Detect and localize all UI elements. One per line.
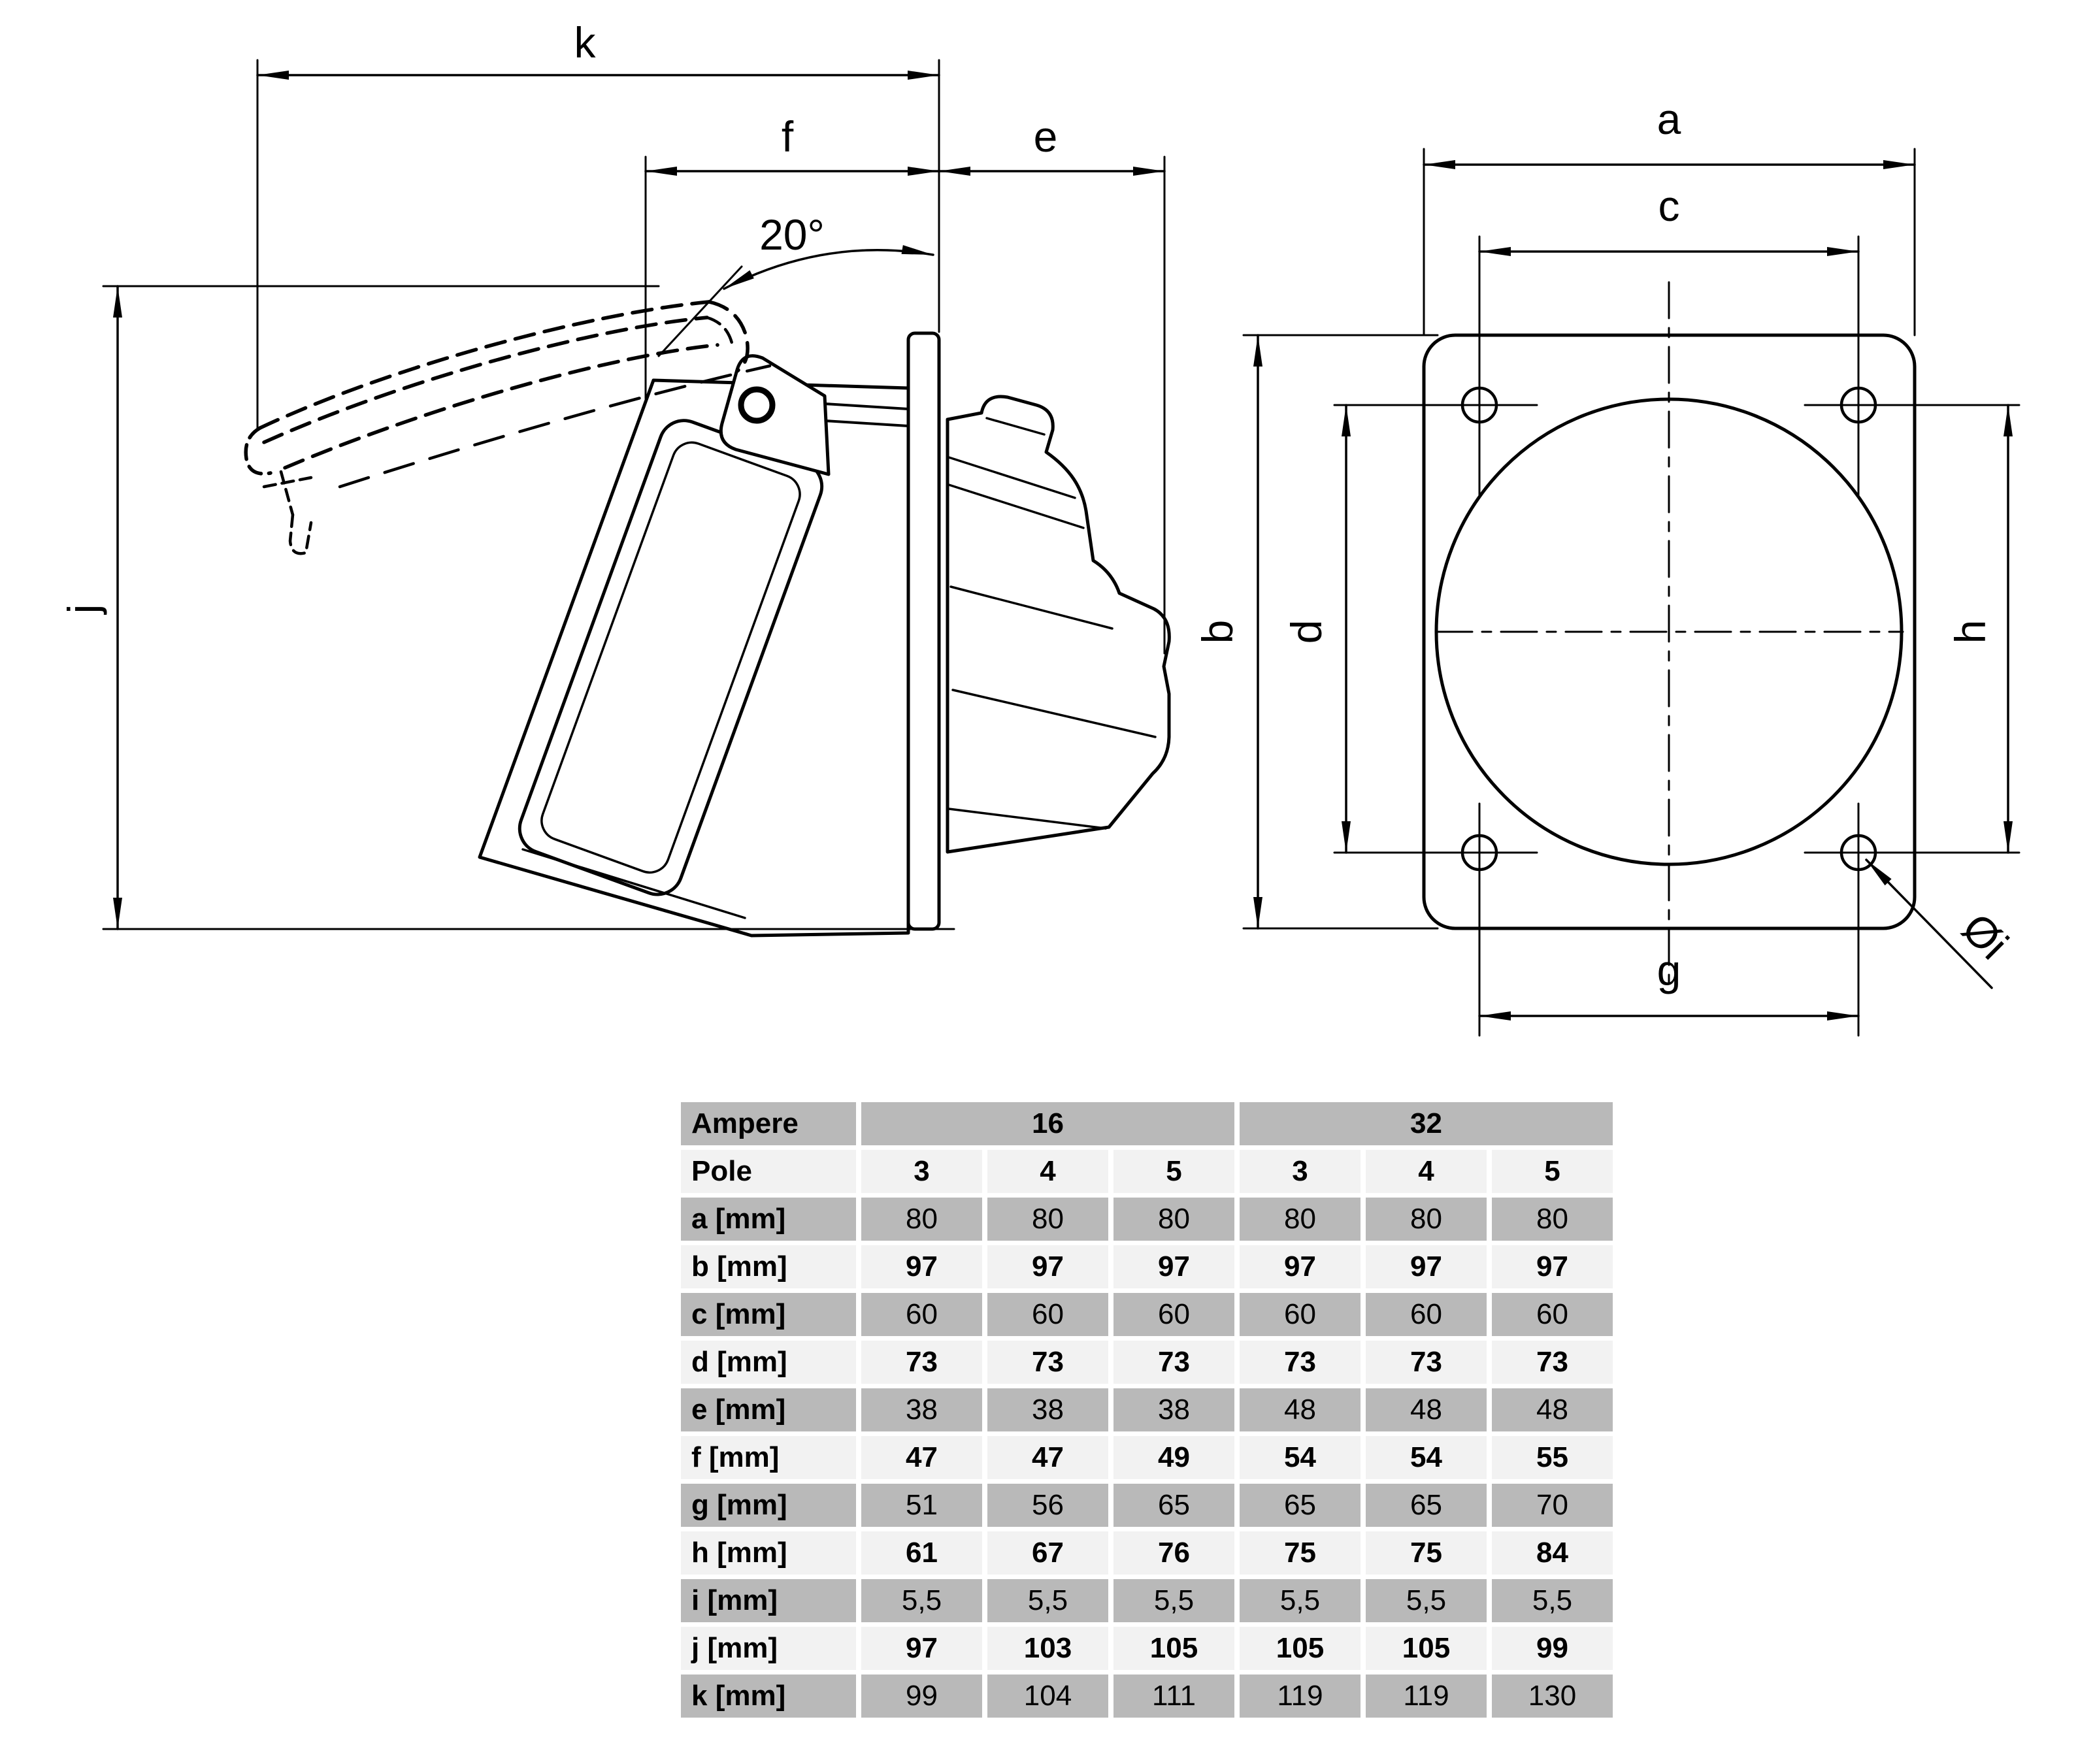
pole-value-cell: 4 xyxy=(1366,1150,1487,1193)
dimension-value-cell: 38 xyxy=(987,1388,1108,1431)
dimension-value-cell: 97 xyxy=(1240,1245,1361,1288)
dimension-label-h: h xyxy=(1946,619,1994,644)
dimension-value-cell: 80 xyxy=(1113,1198,1234,1241)
row-label: g [mm] xyxy=(681,1484,856,1527)
row-label: e [mm] xyxy=(681,1388,856,1431)
dimension-value-cell: 97 xyxy=(1113,1245,1234,1288)
dimension-value-cell: 5,5 xyxy=(987,1579,1108,1622)
dimension-value-cell: 48 xyxy=(1240,1388,1361,1431)
row-label: a [mm] xyxy=(681,1198,856,1241)
row-label: f [mm] xyxy=(681,1436,856,1479)
dimension-value-cell: 75 xyxy=(1240,1531,1361,1575)
angle-label: 20° xyxy=(759,210,825,259)
dimension-value-cell: 49 xyxy=(1113,1436,1234,1479)
dimension-table xyxy=(676,1098,1618,1722)
dimension-value-cell: 75 xyxy=(1366,1531,1487,1575)
dimension-value-cell: 97 xyxy=(1492,1245,1613,1288)
dimension-value-cell: 60 xyxy=(987,1293,1108,1336)
angle-arc xyxy=(724,250,933,289)
table-row xyxy=(681,1436,1613,1479)
dimension-value-cell: 73 xyxy=(1113,1341,1234,1384)
dimension-value-cell: 73 xyxy=(987,1341,1108,1384)
dimension-value-cell: 105 xyxy=(1113,1627,1234,1670)
dimension-value-cell: 5,5 xyxy=(1240,1579,1361,1622)
dimension-value-cell: 5,5 xyxy=(861,1579,982,1622)
pole-value-cell: 5 xyxy=(1113,1150,1234,1193)
dimension-value-cell: 97 xyxy=(861,1627,982,1670)
pole-value-cell: 5 xyxy=(1492,1150,1613,1193)
dimension-value-cell: 105 xyxy=(1366,1627,1487,1670)
pole-row-label: Pole xyxy=(681,1150,856,1193)
dimension-value-cell: 80 xyxy=(1366,1198,1487,1241)
dimension-label-b: b xyxy=(1193,619,1242,644)
dimension-value-cell: 104 xyxy=(987,1674,1108,1718)
dimension-label-j: j xyxy=(59,604,107,614)
pole-value-cell: 3 xyxy=(861,1150,982,1193)
dimension-value-cell: 97 xyxy=(987,1245,1108,1288)
dimension-value-cell: 60 xyxy=(1240,1293,1361,1336)
pole-value-cell: 3 xyxy=(1240,1150,1361,1193)
dimension-value-cell: 119 xyxy=(1366,1674,1487,1718)
dimension-value-cell: 97 xyxy=(1366,1245,1487,1288)
ampere-group-32: 32 xyxy=(1240,1102,1613,1145)
dimension-label-e: e xyxy=(1033,112,1058,161)
dimension-label-c: c xyxy=(1658,182,1680,230)
dimension-value-cell: 48 xyxy=(1366,1388,1487,1431)
dimension-label-g: g xyxy=(1657,946,1681,994)
row-label: k [mm] xyxy=(681,1674,856,1718)
dimension-value-cell: 80 xyxy=(861,1198,982,1241)
dimension-value-cell: 70 xyxy=(1492,1484,1613,1527)
dimension-value-cell: 5,5 xyxy=(1492,1579,1613,1622)
table-row xyxy=(681,1531,1613,1575)
table-row xyxy=(681,1341,1613,1384)
right-view-flange-drawing xyxy=(1193,95,2019,1036)
left-view-side-drawing xyxy=(59,18,1169,936)
row-label: h [mm] xyxy=(681,1531,856,1575)
dimension-label-f: f xyxy=(781,112,794,161)
dimension-value-cell: 99 xyxy=(1492,1627,1613,1670)
dimension-label-k: k xyxy=(574,18,596,67)
dimension-value-cell: 5,5 xyxy=(1366,1579,1487,1622)
table-row xyxy=(681,1627,1613,1670)
dimension-value-cell: 55 xyxy=(1492,1436,1613,1479)
dimension-value-cell: 80 xyxy=(1492,1198,1613,1241)
ampere-row xyxy=(681,1102,1613,1145)
row-label: b [mm] xyxy=(681,1245,856,1288)
pole-value-cell: 4 xyxy=(987,1150,1108,1193)
row-label: c [mm] xyxy=(681,1293,856,1336)
dimension-label-diameter-i: Øi xyxy=(1953,904,2018,969)
table-row xyxy=(681,1674,1613,1718)
ampere-group-16: 16 xyxy=(861,1102,1234,1145)
dimension-label-a: a xyxy=(1657,95,1681,143)
dimension-value-cell: 73 xyxy=(1366,1341,1487,1384)
dimension-value-cell: 60 xyxy=(861,1293,982,1336)
table-row xyxy=(681,1579,1613,1622)
dimension-value-cell: 47 xyxy=(987,1436,1108,1479)
dimension-table-body xyxy=(681,1102,1613,1718)
mounting-plate-side xyxy=(908,333,939,929)
dimension-value-cell: 73 xyxy=(861,1341,982,1384)
dimension-value-cell: 47 xyxy=(861,1436,982,1479)
row-label: i [mm] xyxy=(681,1579,856,1622)
dimension-value-cell: 111 xyxy=(1113,1674,1234,1718)
dimension-value-cell: 38 xyxy=(1113,1388,1234,1431)
pole-row xyxy=(681,1150,1613,1193)
dimension-value-cell: 97 xyxy=(861,1245,982,1288)
dimension-label-d: d xyxy=(1282,619,1330,644)
dimension-value-cell: 5,5 xyxy=(1113,1579,1234,1622)
ampere-row-label: Ampere xyxy=(681,1102,856,1145)
dimension-value-cell: 73 xyxy=(1240,1341,1361,1384)
dimension-value-cell: 103 xyxy=(987,1627,1108,1670)
dimension-value-cell: 56 xyxy=(987,1484,1108,1527)
dimension-value-cell: 65 xyxy=(1366,1484,1487,1527)
row-label: j [mm] xyxy=(681,1627,856,1670)
dimension-value-cell: 60 xyxy=(1366,1293,1487,1336)
table-row xyxy=(681,1293,1613,1336)
lid-plane-reference-line xyxy=(659,267,742,356)
lid-latch-dashed xyxy=(264,472,311,553)
dimension-value-cell: 65 xyxy=(1240,1484,1361,1527)
dimension-value-cell: 38 xyxy=(861,1388,982,1431)
dimension-value-cell: 54 xyxy=(1366,1436,1487,1479)
dimension-value-cell: 80 xyxy=(1240,1198,1361,1241)
table-row xyxy=(681,1245,1613,1288)
dimension-value-cell: 51 xyxy=(861,1484,982,1527)
socket-body xyxy=(480,380,908,936)
dimension-value-cell: 80 xyxy=(987,1198,1108,1241)
dimension-value-cell: 60 xyxy=(1492,1293,1613,1336)
dimension-value-cell: 65 xyxy=(1113,1484,1234,1527)
dimension-value-cell: 73 xyxy=(1492,1341,1613,1384)
dimension-value-cell: 84 xyxy=(1492,1531,1613,1575)
dimension-value-cell: 130 xyxy=(1492,1674,1613,1718)
dimension-value-cell: 54 xyxy=(1240,1436,1361,1479)
b-extension-lines xyxy=(1244,335,1438,928)
table-row xyxy=(681,1198,1613,1241)
dimension-value-cell: 48 xyxy=(1492,1388,1613,1431)
dimension-value-cell: 61 xyxy=(861,1531,982,1575)
table-row xyxy=(681,1388,1613,1431)
dimension-value-cell: 67 xyxy=(987,1531,1108,1575)
table-row xyxy=(681,1484,1613,1527)
row-label: d [mm] xyxy=(681,1341,856,1384)
dimension-value-cell: 60 xyxy=(1113,1293,1234,1336)
dimension-value-cell: 105 xyxy=(1240,1627,1361,1670)
dimension-value-cell: 76 xyxy=(1113,1531,1234,1575)
socket-rear-housing xyxy=(948,397,1169,852)
dimension-value-cell: 99 xyxy=(861,1674,982,1718)
dimension-value-cell: 119 xyxy=(1240,1674,1361,1718)
